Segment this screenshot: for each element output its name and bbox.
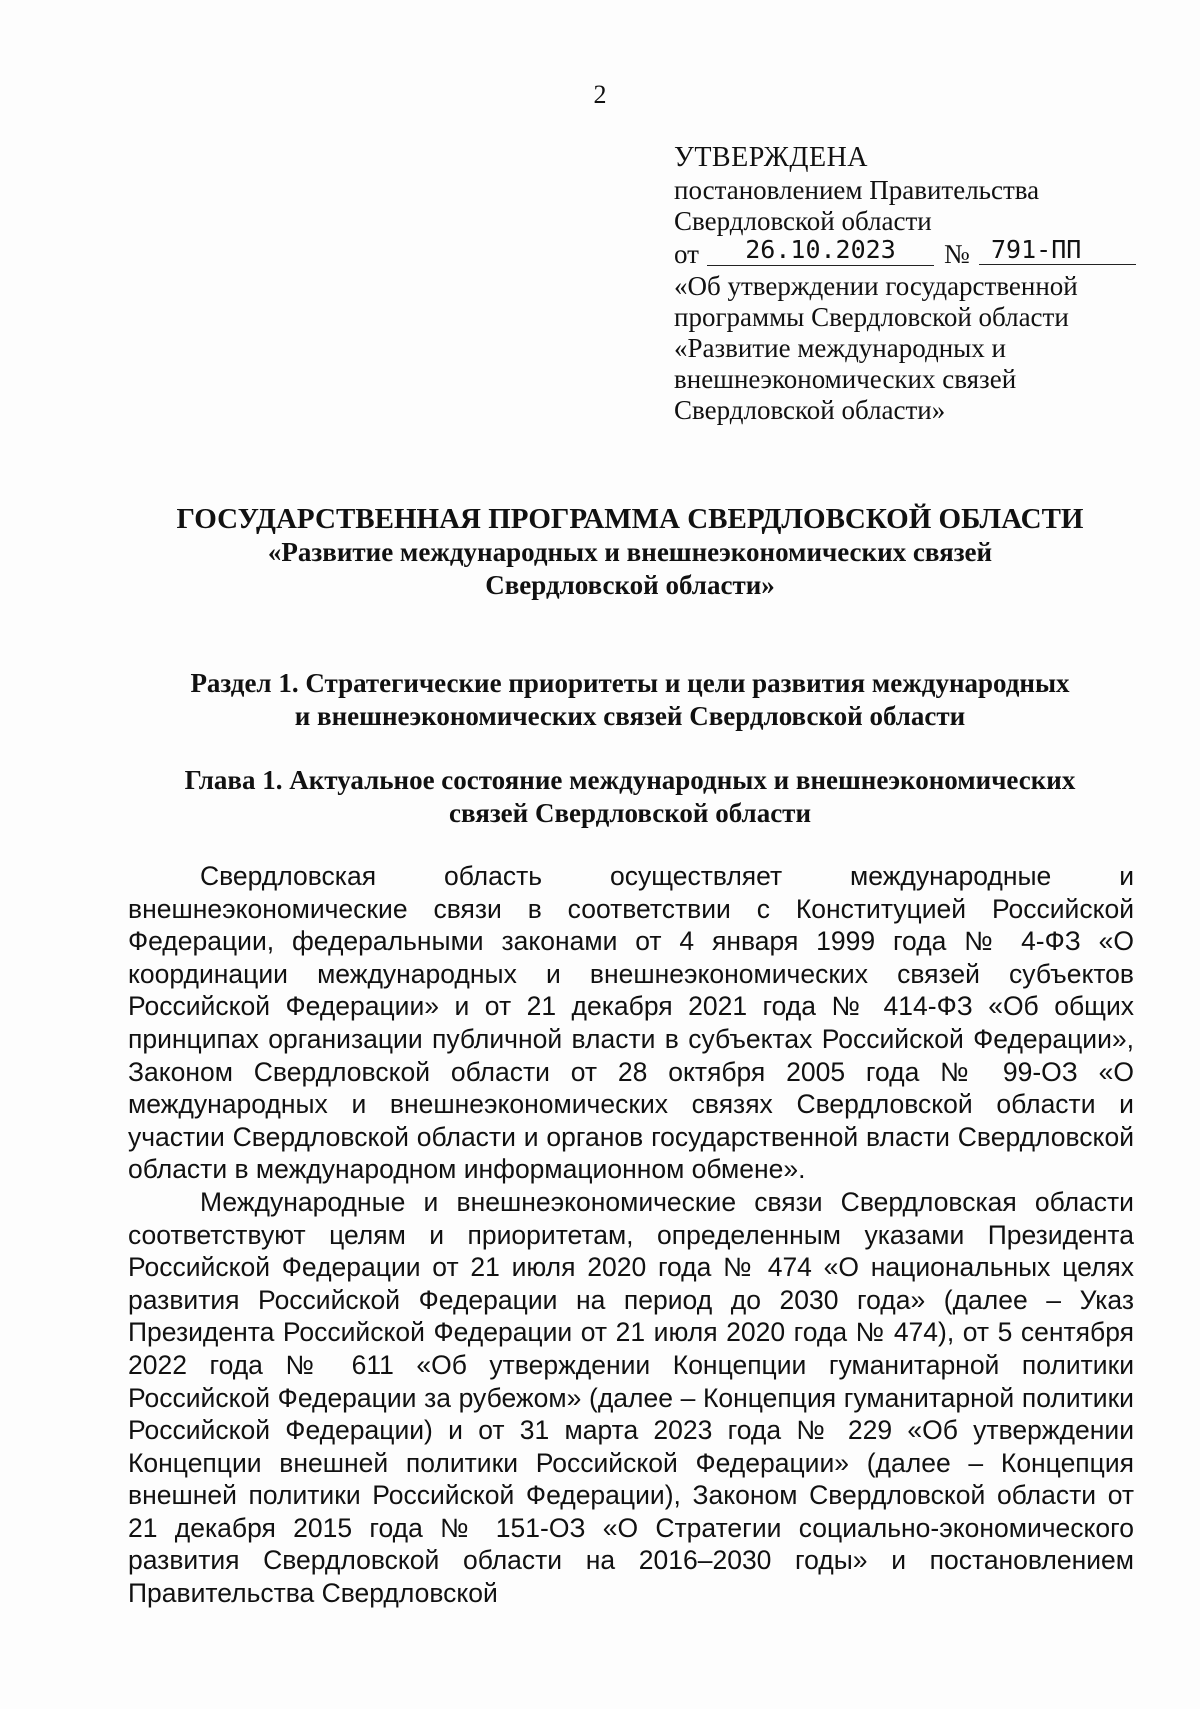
paragraph: Свердловская область осуществляет международные и внешнеэкономические связи в соответствии с Конституцией Российской Федерации, федеральными законами от 4 января 1999 года № 4-ФЗ «О координации международных и внешнеэкономических связей субъектов Российской Федерации» и от 21 декабря 2021 года № 414-ФЗ «Об общих принципах организации публичной власти в субъектах Российской Федерации», Законом Свердловской области от 28 октября 2005 года № 99-ОЗ «О международных и внешнеэкономических связях Свердловской области и участии Свердловской области и органов государственной власти Свердловской области в международном информационном обмене». bbox=[128, 861, 1134, 1185]
approval-title-line: внешнеэкономических связей bbox=[674, 364, 1017, 394]
program-title: ГОСУДАРСТВЕННАЯ ПРОГРАММА СВЕРДЛОВСКОЙ ОБЛАСТИ bbox=[176, 503, 1084, 535]
section-heading-line: и внешнеэкономических связей Свердловской области bbox=[294, 701, 966, 731]
date-prefix: от bbox=[674, 239, 699, 269]
approval-block bbox=[674, 142, 1144, 426]
program-subtitle-line: «Развитие международных и внешнеэкономических связей bbox=[267, 537, 993, 567]
approval-title-line: «Развитие международных и bbox=[674, 333, 1006, 363]
approval-title-line: Свердловской области» bbox=[674, 395, 946, 425]
section-heading-line: Раздел 1. Стратегические приоритеты и цели развития международных bbox=[190, 668, 1070, 698]
approval-date: 26.10.2023 bbox=[707, 237, 934, 266]
program-heading bbox=[80, 502, 1180, 602]
body-text bbox=[128, 860, 1134, 1610]
paragraph: Международные и внешнеэкономические связи Свердловская области соответствуют целям и приоритетам, определенным указами Президента Российской Федерации от 21 июля 2020 года № 474 «О национальных целях развития Российской Федерации на период до 2030 года» (далее – Указ Президента Российской Федерации от 21 июля 2020 года № 474), от 5 сентября 2022 года № 611 «Об утверждении Концепции гуманитарной политики Российской Федерации за рубежом» (далее – Концепция гуманитарной политики Российской Федерации) и от 31 марта 2023 года № 229 «Об утверждении Концепции внешней политики Российской Федерации» (далее – Концепция внешней политики Российской Федерации), Законом Свердловской области от 21 декабря 2015 года № 151-ОЗ «О Стратегии социально-экономического развития Свердловской области на 2016–2030 годы» и постановлением Правительства Свердловской bbox=[128, 1186, 1134, 1609]
number-prefix: № bbox=[944, 239, 970, 269]
approval-date-line bbox=[674, 237, 1144, 271]
program-subtitle-line: Свердловской области» bbox=[485, 570, 775, 600]
chapter-heading-line: связей Свердловской области bbox=[449, 798, 811, 828]
approval-line: Свердловской области bbox=[674, 206, 932, 236]
approval-number: 791-ПП bbox=[979, 237, 1136, 265]
approval-line: постановлением Правительства bbox=[674, 175, 1040, 205]
approval-title-line: программы Свердловской области bbox=[674, 302, 1069, 332]
chapter-heading-line: Глава 1. Актуальное состояние международных и внешнеэкономических bbox=[184, 765, 1076, 795]
approval-title-line: «Об утверждении государственной bbox=[674, 271, 1078, 301]
section-heading bbox=[80, 667, 1180, 733]
approval-stamp: УТВЕРЖДЕНА bbox=[674, 142, 869, 173]
page-number: 2 bbox=[593, 80, 607, 109]
chapter-heading bbox=[80, 764, 1180, 830]
